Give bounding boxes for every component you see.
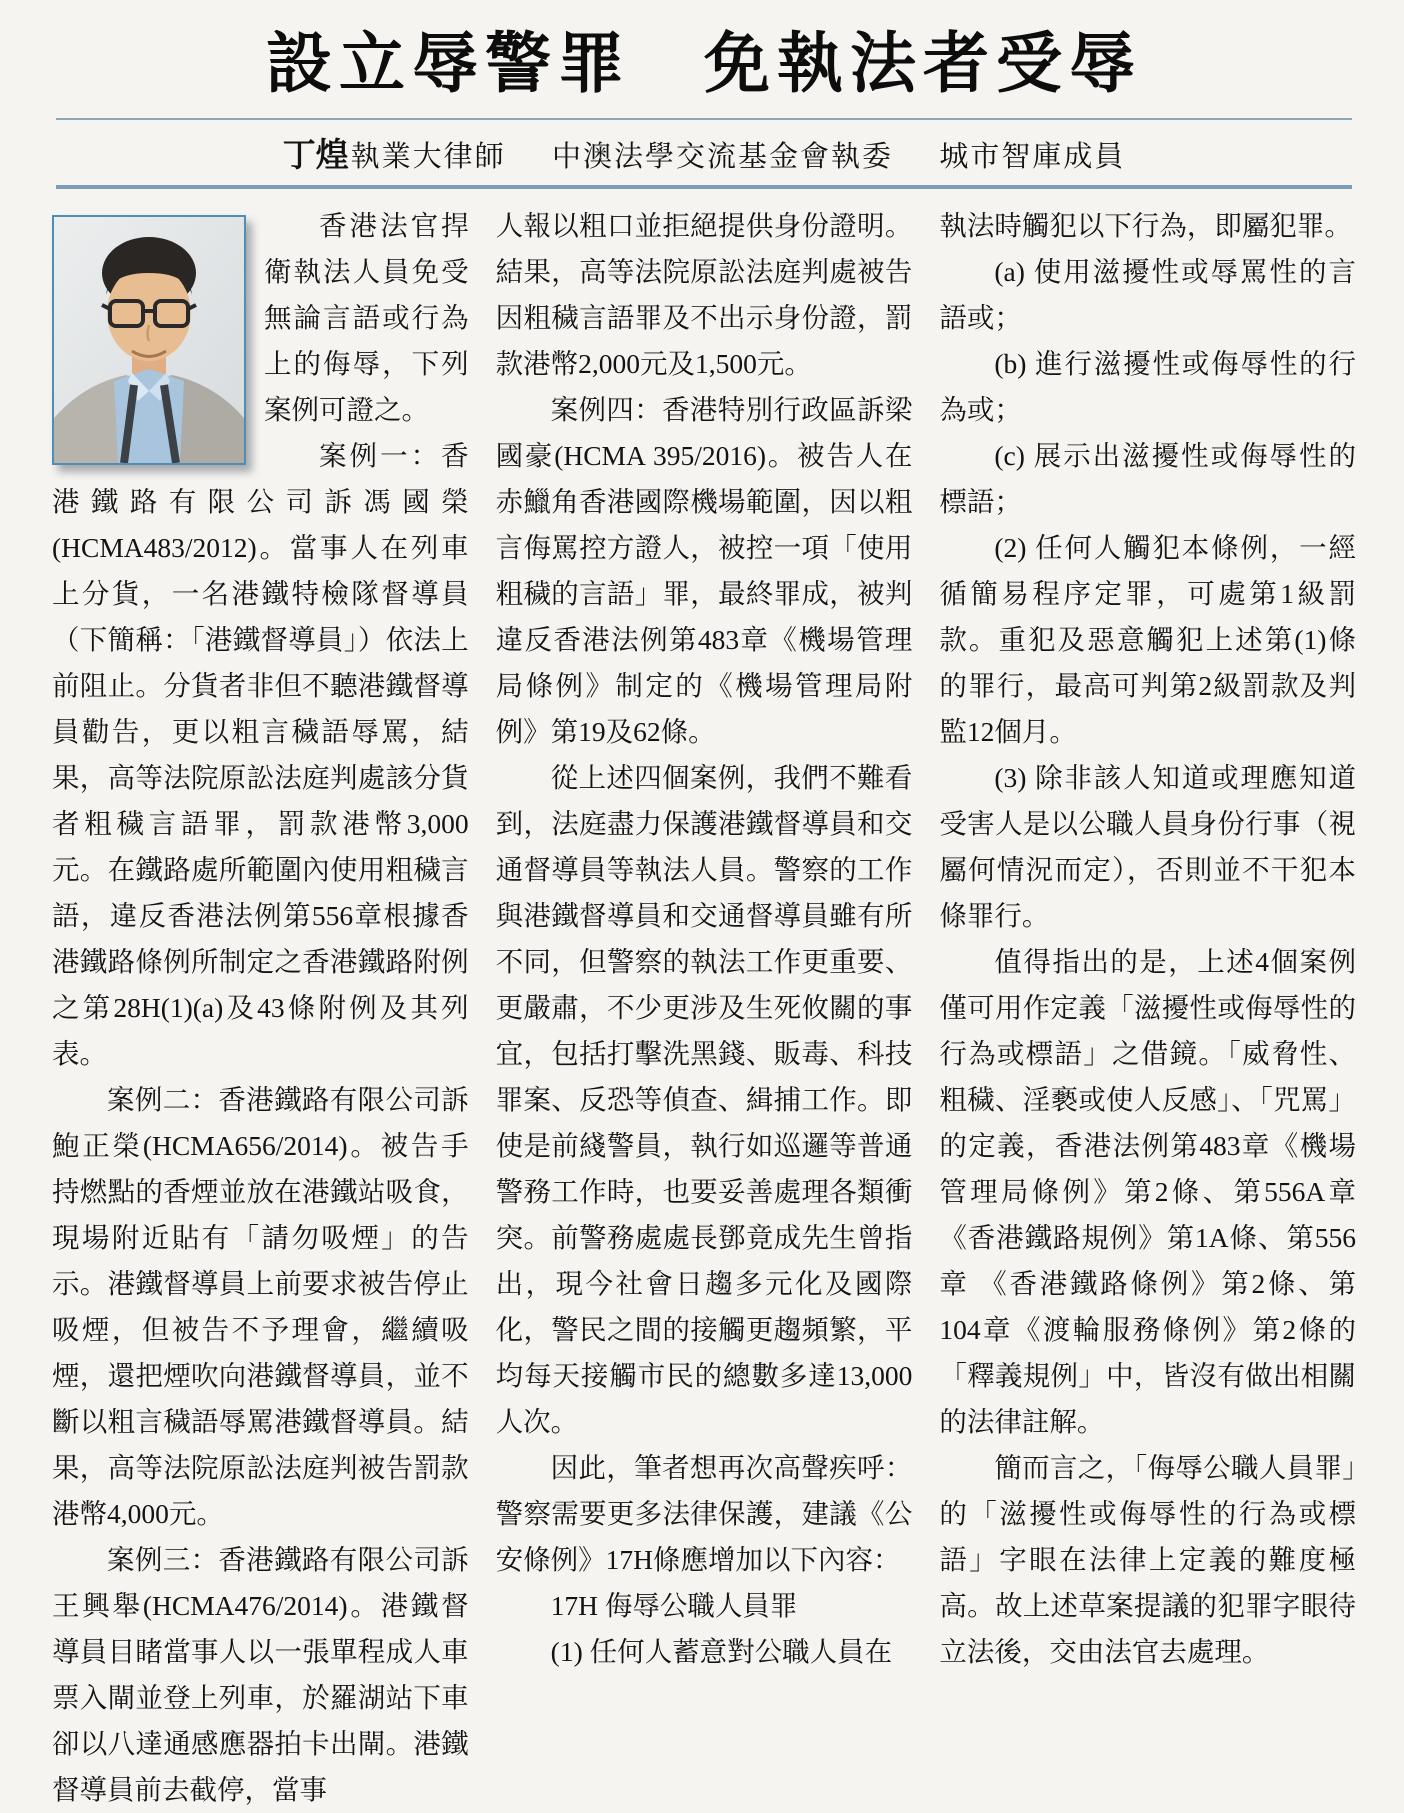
paragraph: 案例二：香港鐵路有限公司訴鮑正榮(HCMA656/2014)。被告手持燃點的香煙並放在港鐵站吸食，現場附近貼有「請勿吸煙」的告示。港鐵督導員上前要求被告停止吸煙，但被告不予理會，繼續吸煙，還把煙吹向港鐵督導員，並不斷以粗言穢語辱罵港鐵督導員。結果，高等法院原訟法庭判被告罰款港幣4,000元。: [52, 1083, 469, 1529]
paragraph: (3) 除非該人知道或理應知道受害人是以公職人員身份行事（視屬何情況而定），否則並不干犯本條罪行。: [939, 761, 1357, 931]
paragraph: 案例一：香港鐵路有限公司訴馮國榮(HCMA483/2012)。當事人在列車上分貨，一名港鐵特檢隊督導員（下簡稱：「港鐵督導員」）依法上前阻止。分貨者非但不聽港鐵督導員勸告，更以粗言穢語辱罵，結果，高等法院原訟法庭判處該分貨者粗穢言語罪，罰款港幣3,000元。在鐵路處所範圍內使用粗穢言語，違反香港法例第556章根據香港鐵路條例所制定之香港鐵路附例之第28H(1)(a)及43條附例及其列表。: [52, 439, 469, 1069]
paragraph: 執法時觸犯以下行為，即屬犯罪。: [939, 209, 1352, 241]
paragraph: 香港法官捍衛執法人員免受無論言語或行為上的侮辱，下列案例可證之。: [264, 209, 469, 425]
paragraph: (c) 展示出滋擾性或侮辱性的標語；: [939, 439, 1357, 517]
byline: [52, 129, 1356, 176]
page-title: 設立辱警罪 免執法者受辱: [266, 28, 1142, 101]
article-body: [52, 203, 1356, 1813]
paragraph: (b) 進行滋擾性或侮辱性的行為或；: [939, 347, 1357, 425]
author-title-3: 城市智庫成員: [939, 140, 1126, 173]
paragraph: 因此，筆者想再次高聲疾呼：警察需要更多法律保護，建議《公安條例》17H條應增加以下內容：: [495, 1451, 913, 1575]
paragraph: (1) 任何人蓄意對公職人員在: [550, 1635, 893, 1667]
author-photo: [52, 215, 246, 465]
paragraph: 人報以粗口並拒絕提供身份證明。結果，高等法院原訟法庭判處被告因粗穢言語罪及不出示身份證，罰款港幣2,000元及1,500元。: [495, 209, 913, 379]
paragraph: 案例四：香港特別行政區訴梁國豪(HCMA 395/2016)。被告人在赤鱲角香港國際機場範圍，因以粗言侮罵控方證人，被控一項「使用粗穢的言語」罪，最終罪成，被判違反香港法例第483章《機場管理局條例》制定的《機場管理局附例》第19及62條。: [495, 393, 913, 747]
author-title-2: 中澳法學交流基金會執委: [551, 140, 893, 173]
paragraph: 值得指出的是，上述4個案例僅可用作定義「滋擾性或侮辱性的行為或標語」之借鏡。「威脅性、粗穢、淫褻或使人反感」、「咒罵」的定義，香港法例第483章《機場管理局條例》第2條、第556A章 《香港鐵路規例》第1A條、第556章 《香港鐵路條例》第2條、第104章《渡輪服務條例》第2條的「釋義規例」中，皆沒有做出相關的法律註解。: [939, 945, 1357, 1437]
column-3: [939, 203, 1356, 1813]
paragraph: 17H 侮辱公職人員罪: [550, 1589, 798, 1621]
portrait-illustration: [54, 217, 244, 463]
divider-top: [56, 118, 1352, 120]
author-title-1: 執業大律師: [350, 140, 506, 173]
author-name: 丁煌: [282, 135, 349, 173]
paragraph: 簡而言之，「侮辱公職人員罪」的「滋擾性或侮辱性的行為或標語」字眼在法律上定義的難度極高。故上述草案提議的犯罪字眼待立法後，交由法官去處理。: [939, 1451, 1357, 1667]
paragraph: (2) 任何人觸犯本條例，一經循簡易程序定罪，可處第1級罰款。重犯及惡意觸犯上述第(1)條的罪行，最高可判第2級罰款及判監12個月。: [939, 531, 1357, 747]
paragraph: (a) 使用滋擾性或辱罵性的言語或；: [939, 255, 1357, 333]
paragraph: 案例三：香港鐵路有限公司訴王興舉(HCMA476/2014)。港鐵督導員目睹當事人以一張單程成人車票入閘並登上列車，於羅湖站下車卻以八達通感應器拍卡出閘。港鐵督導員前去截停，當事: [52, 1543, 469, 1805]
column-1: [52, 203, 469, 1813]
column-2: [496, 203, 913, 1813]
paragraph: 從上述四個案例，我們不難看到，法庭盡力保護港鐵督導員和交通督導員等執法人員。警察的工作與港鐵督導員和交通督導員雖有所不同，但警察的執法工作更重要、更嚴肅，不少更涉及生死攸關的事宜，包括打擊洗黑錢、販毒、科技罪案、反恐等偵查、緝捕工作。即使是前綫警員，執行如巡邏等普通警務工作時，也要妥善處理各類衝突。前警務處處長鄧竟成先生曾指出，現今社會日趨多元化及國際化，警民之間的接觸更趨頻繁，平均每天接觸市民的總數多達13,000人次。: [495, 761, 913, 1437]
divider-bottom: [56, 185, 1352, 189]
